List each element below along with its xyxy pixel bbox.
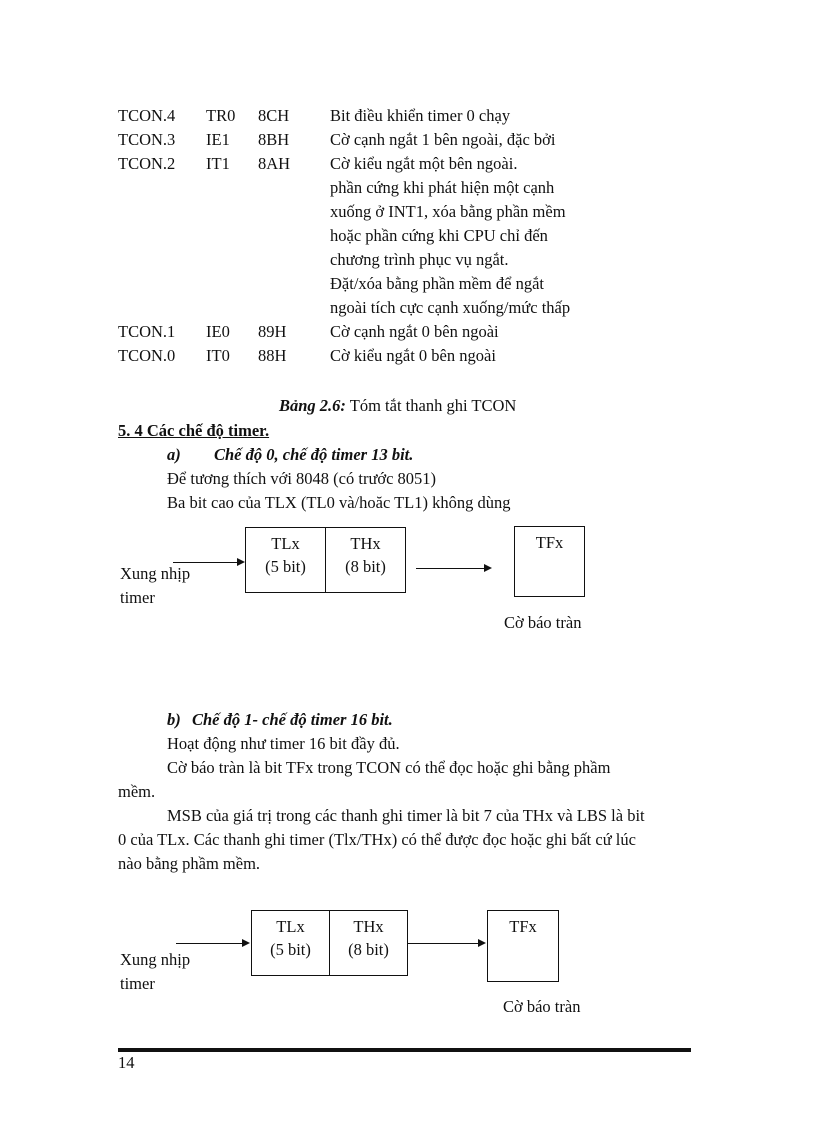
footer-rule (118, 1048, 691, 1052)
table-caption-label: Bảng 2.6: (279, 396, 346, 415)
overflow-flag-caption: Cờ báo tràn (504, 613, 582, 632)
output-arrow-line (416, 568, 484, 569)
mode1-line1: Hoạt động như timer 16 bit đầy đủ. (167, 734, 400, 753)
address-cell: 8BH (258, 130, 290, 149)
mode1-marker: b) (167, 710, 181, 729)
description-cell: ngoài tích cực cạnh xuống/mức thấp (330, 298, 571, 317)
address-cell: 8CH (258, 106, 290, 125)
address-cell: 89H (258, 322, 287, 341)
page-number: 14 (118, 1053, 135, 1072)
mode0-line2: Ba bit cao của TLX (TL0 và/hoăc TL1) không dùng (167, 493, 511, 512)
description-cell: phần cứng khi phát hiện một cạnh (330, 178, 555, 197)
description-cell: hoặc phần cứng khi CPU chỉ đến (330, 226, 548, 245)
bit-name-cell: IT0 (206, 346, 230, 365)
mode1-para2-line2: mềm. (118, 782, 156, 801)
mode0-title: Chế độ 0, chế độ timer 13 bit. (214, 445, 414, 464)
clock-input-label-2: timer (120, 974, 155, 993)
clock-input-label: Xung nhịp (120, 950, 191, 969)
bit-name-cell: IE1 (206, 130, 230, 149)
arrowhead-icon (237, 558, 245, 566)
description-cell: Bit điều khiển timer 0 chạy (330, 106, 511, 125)
tl-register-bits: (5 bit) (265, 557, 306, 576)
description-cell: Đặt/xóa bằng phần mềm để ngắt (330, 274, 544, 293)
mode0-line1: Để tương thích với 8048 (có trước 8051) (167, 469, 437, 488)
clock-input-label: Xung nhịp (120, 564, 191, 583)
th-register-bits: (8 bit) (345, 557, 386, 576)
tf-flag-name: TFx (509, 917, 537, 936)
tl-register-bits: (5 bit) (270, 940, 311, 959)
description-cell: Cờ cạnh ngắt 0 bên ngoài (330, 322, 499, 341)
mode1-para2-line1: Cờ báo tràn là bit TFx trong TCON có thể đọc hoặc ghi bằng phầm (167, 758, 611, 777)
th-register-name: THx (353, 917, 384, 936)
tl-register-name: TLx (276, 917, 305, 936)
arrowhead-icon (242, 939, 250, 947)
description-cell: Cờ cạnh ngắt 1 bên ngoài, đặc bởi (330, 130, 556, 149)
input-arrow-line (176, 943, 242, 944)
description-cell: Cờ kiểu ngắt 0 bên ngoài (330, 346, 496, 365)
tl-register-name: TLx (271, 534, 300, 553)
mode1-title: Chế độ 1- chế độ timer 16 bit. (192, 710, 393, 729)
bit-name-cell: IE0 (206, 322, 230, 341)
description-cell: chương trình phục vụ ngắt. (330, 250, 509, 269)
register-cell: TCON.1 (118, 322, 176, 341)
description-cell: Cờ kiểu ngắt một bên ngoài. (330, 154, 518, 173)
description-cell: xuống ở INT1, xóa bằng phần mềm (330, 202, 566, 221)
mode1-para3-line1: MSB của giá trị trong các thanh ghi timer là bit 7 của THx và LBS là bit (167, 806, 645, 825)
section-heading: 5. 4 Các chế độ timer. (118, 421, 270, 440)
mode1-para3-line3: nào bằng phầm mềm. (118, 854, 261, 873)
tf-flag-name: TFx (535, 533, 564, 552)
table-caption (279, 396, 516, 416)
input-arrow-line (173, 562, 237, 563)
mode1-para3-line2: 0 của TLx. Các thanh ghi timer (Tlx/THx) có thể được đọc hoặc ghi bất cứ lúc (118, 830, 636, 849)
th-register-bits: (8 bit) (348, 940, 389, 959)
bit-name-cell: IT1 (206, 154, 230, 173)
bit-name-cell: TR0 (206, 106, 236, 125)
register-cell: TCON.0 (118, 346, 176, 365)
register-cell: TCON.3 (118, 130, 176, 149)
clock-input-label-2: timer (120, 588, 155, 607)
arrowhead-icon (484, 564, 492, 572)
overflow-flag-caption: Cờ báo tràn (503, 997, 581, 1016)
arrowhead-icon (478, 939, 486, 947)
register-cell: TCON.4 (118, 106, 176, 125)
table-caption-text: Tóm tắt thanh ghi TCON (345, 396, 517, 415)
th-register-name: THx (350, 534, 381, 553)
register-cell: TCON.2 (118, 154, 176, 173)
output-arrow-line (408, 943, 478, 944)
address-cell: 88H (258, 346, 287, 365)
mode0-marker: a) (167, 445, 181, 464)
address-cell: 8AH (258, 154, 291, 173)
